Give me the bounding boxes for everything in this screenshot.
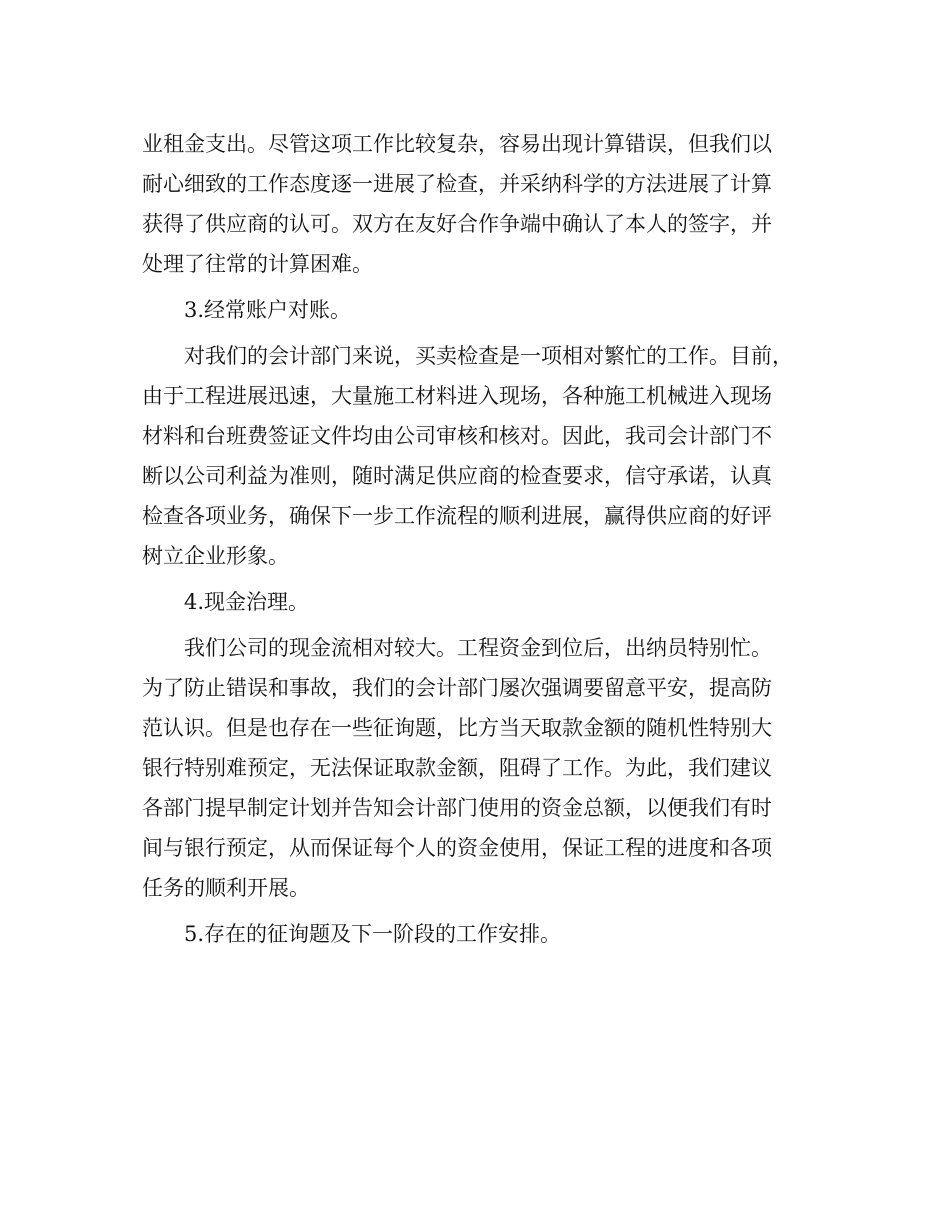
section-heading-4: 4.现金治理。 [184, 590, 310, 614]
text-line: 获得了供应商的认可。双方在友好合作争端中确认了本人的签字，并 [142, 212, 772, 236]
section-heading-3: 3.经常账户对账。 [184, 298, 352, 322]
paragraph-account-reconciliation [142, 336, 822, 576]
text-line: 银行特别难预定，无法保证取款金额，阻碍了工作。为此，我们建议 [142, 756, 772, 780]
text-line: 业租金支出。尽管这项工作比较复杂，容易出现计算错误，但我们以 [142, 132, 772, 156]
text-line: 断以公司利益为准则，随时满足供应商的检查要求，信守承诺，认真 [142, 464, 772, 488]
paragraph-cash-management [142, 628, 822, 908]
section-heading-5: 5.存在的征询题及下一阶段的工作安排。 [184, 922, 562, 946]
text-line: 我们公司的现金流相对较大。工程资金到位后，出纳员特别忙。 [184, 636, 772, 660]
text-line: 检查各项业务，确保下一步工作流程的顺利进展，赢得供应商的好评 [142, 504, 772, 528]
text-line: 范认识。但是也存在一些征询题，比方当天取款金额的随机性特别大 [142, 716, 772, 740]
text-line: 为了防止错误和事故，我们的会计部门屡次强调要留意平安，提高防 [142, 676, 772, 700]
text-line: 材料和台班费签证文件均由公司审核和核对。因此，我司会计部门不 [142, 424, 772, 448]
text-line: 对我们的会计部门来说，买卖检查是一项相对繁忙的工作。目前， [184, 344, 793, 368]
document-page [142, 124, 822, 954]
text-line: 树立企业形象。 [142, 544, 289, 568]
paragraph-rent-calculation [142, 124, 822, 284]
text-line: 耐心细致的工作态度逐一进展了检查，并采纳科学的方法进展了计算 [142, 172, 772, 196]
text-line: 任务的顺利开展。 [142, 876, 310, 900]
text-line: 由于工程进展迅速，大量施工材料进入现场，各种施工机械进入现场 [142, 384, 772, 408]
text-line: 间与银行预定，从而保证每个人的资金使用，保证工程的进度和各项 [142, 836, 772, 860]
text-line: 处理了往常的计算困难。 [142, 252, 373, 276]
text-line: 各部门提早制定计划并告知会计部门使用的资金总额，以便我们有时 [142, 796, 772, 820]
